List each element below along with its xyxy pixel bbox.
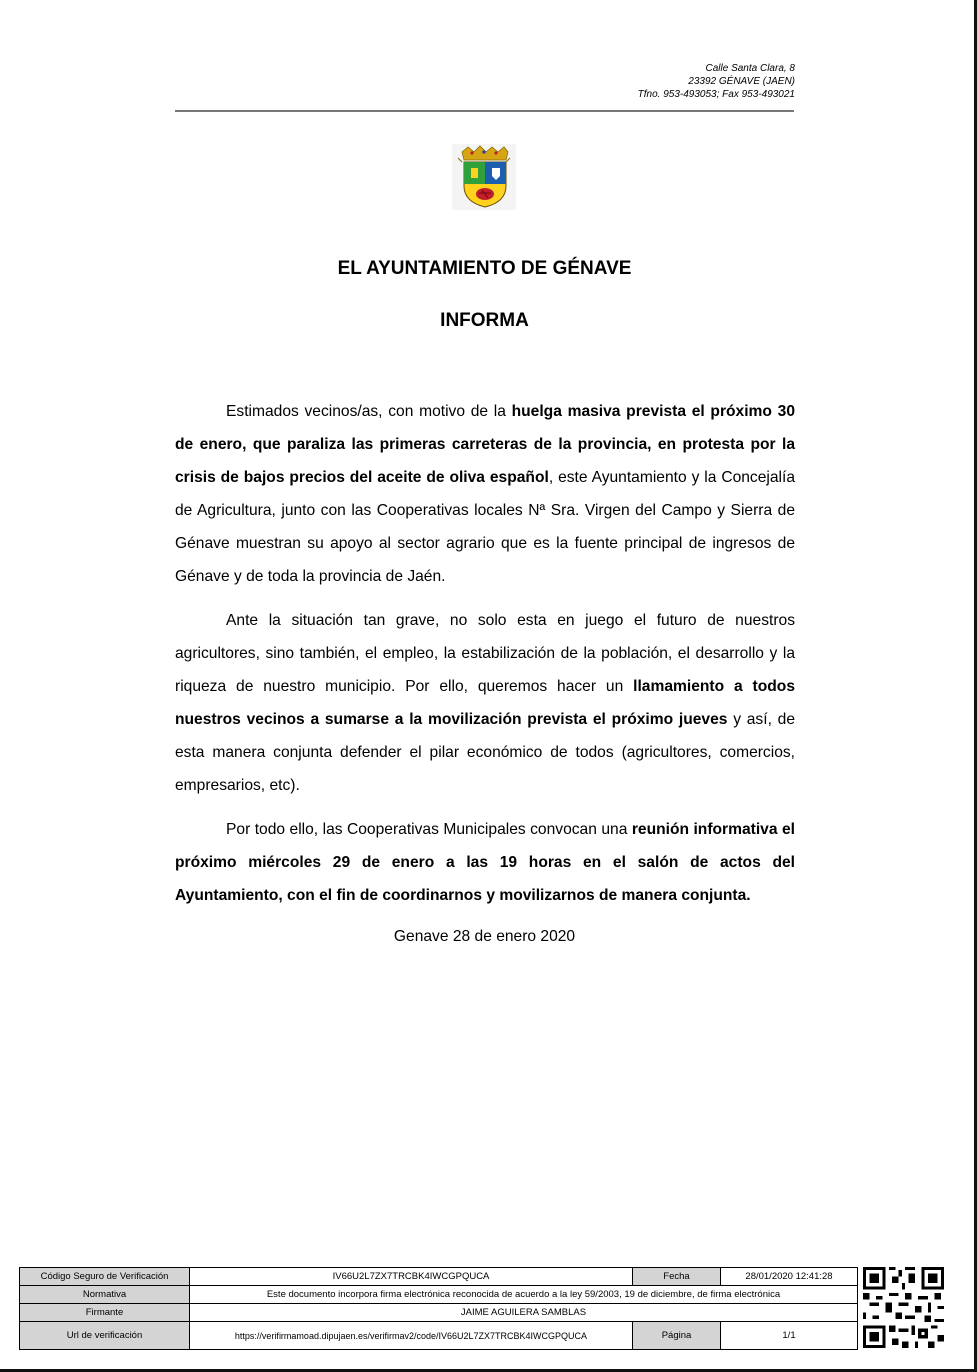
verification-row-csv bbox=[20, 1268, 858, 1286]
header-divider bbox=[175, 110, 794, 112]
paragraph2-text-b: y así, de esta manera conjunta defender el pilar económico de todos (agricultores, comercios, empresarios, etc). bbox=[175, 711, 795, 794]
document-date: Genave 28 de enero 2020 bbox=[393, 928, 576, 945]
paragraph2-text-a: Ante la situación tan grave, no solo esta en juego el futuro de nuestros agricultores, sino también, el empleo, la estabilización de la población, el desarrollo y la riqueza de nuestro municipio. Por ello, queremos hacer un bbox=[175, 612, 795, 695]
paragraph3-text-a: Por todo ello, las Cooperativas Municipales convocan una bbox=[226, 821, 632, 838]
letterhead-address bbox=[638, 62, 795, 101]
paragraph1-bold: huelga masiva prevista el próximo 30 de enero, que paraliza las primeras carreteras de la provincia, en protesta por la crisis de bajos precios del aceite de oliva español bbox=[175, 403, 795, 486]
address-street: Calle Santa Clara, 8 bbox=[705, 63, 795, 74]
url-label: Url de verificación bbox=[20, 1322, 190, 1350]
verification-row-url bbox=[20, 1322, 858, 1350]
verification-row-firmante bbox=[20, 1304, 858, 1322]
qr-code-icon bbox=[863, 1267, 944, 1348]
csv-label: Código Seguro de Verificación bbox=[20, 1268, 190, 1286]
pagina-label: Página bbox=[633, 1322, 721, 1350]
firmante-value: JAIME AGUILERA SAMBLAS bbox=[190, 1304, 858, 1322]
coat-of-arms-icon bbox=[452, 144, 516, 210]
pagina-value: 1/1 bbox=[721, 1322, 858, 1350]
normativa-value: Este documento incorpora firma electrónica reconocida de acuerdo a la ley 59/2003, 19 de diciembre, de firma electrónica bbox=[190, 1286, 858, 1304]
page-title: EL AYUNTAMIENTO DE GÉNAVE bbox=[337, 258, 632, 279]
paragraph1-text-a: Estimados vecinos/as, con motivo de la bbox=[226, 403, 512, 420]
page-subtitle: INFORMA bbox=[440, 310, 529, 331]
paragraph-meeting bbox=[175, 813, 795, 912]
paragraph1-text-b: , este Ayuntamiento y la Concejalía de Agricultura, junto con las Cooperativas locales Nª Sra. Virgen del Campo y Sierra de Génave muestran su apoyo al sector agrario que es la fuente principal de ingresos de Génave y de toda la provincia de Jaén. bbox=[175, 469, 796, 585]
firmante-label: Firmante bbox=[20, 1304, 190, 1322]
verification-row-normativa bbox=[20, 1286, 858, 1304]
url-value[interactable]: https://verifirmamoad.dipujaen.es/verifirmav2/code/IV66U2L7ZX7TRCBK4IWCGPQUCA bbox=[190, 1322, 633, 1350]
csv-value: IV66U2L7ZX7TRCBK4IWCGPQUCA bbox=[190, 1268, 633, 1286]
address-phone: Tfno. 953-493053; Fax 953-493021 bbox=[637, 89, 795, 100]
address-city: 23392 GÉNAVE (JAEN) bbox=[688, 76, 795, 87]
verification-table bbox=[19, 1267, 858, 1350]
paragraph-call-to-action bbox=[175, 604, 795, 802]
normativa-label: Normativa bbox=[20, 1286, 190, 1304]
fecha-label: Fecha bbox=[633, 1268, 721, 1286]
fecha-value: 28/01/2020 12:41:28 bbox=[721, 1268, 858, 1286]
paragraph3-bold: reunión informativa el próximo miércoles 29 de enero a las 19 horas en el salón de actos del Ayuntamiento, con el fin de coordinarnos y movilizarnos de manera conjunta. bbox=[175, 821, 795, 904]
paragraph-strike-announcement bbox=[175, 395, 795, 593]
paragraph2-bold: llamamiento a todos nuestros vecinos a sumarse a la movilización prevista el próximo jueves bbox=[175, 678, 795, 728]
